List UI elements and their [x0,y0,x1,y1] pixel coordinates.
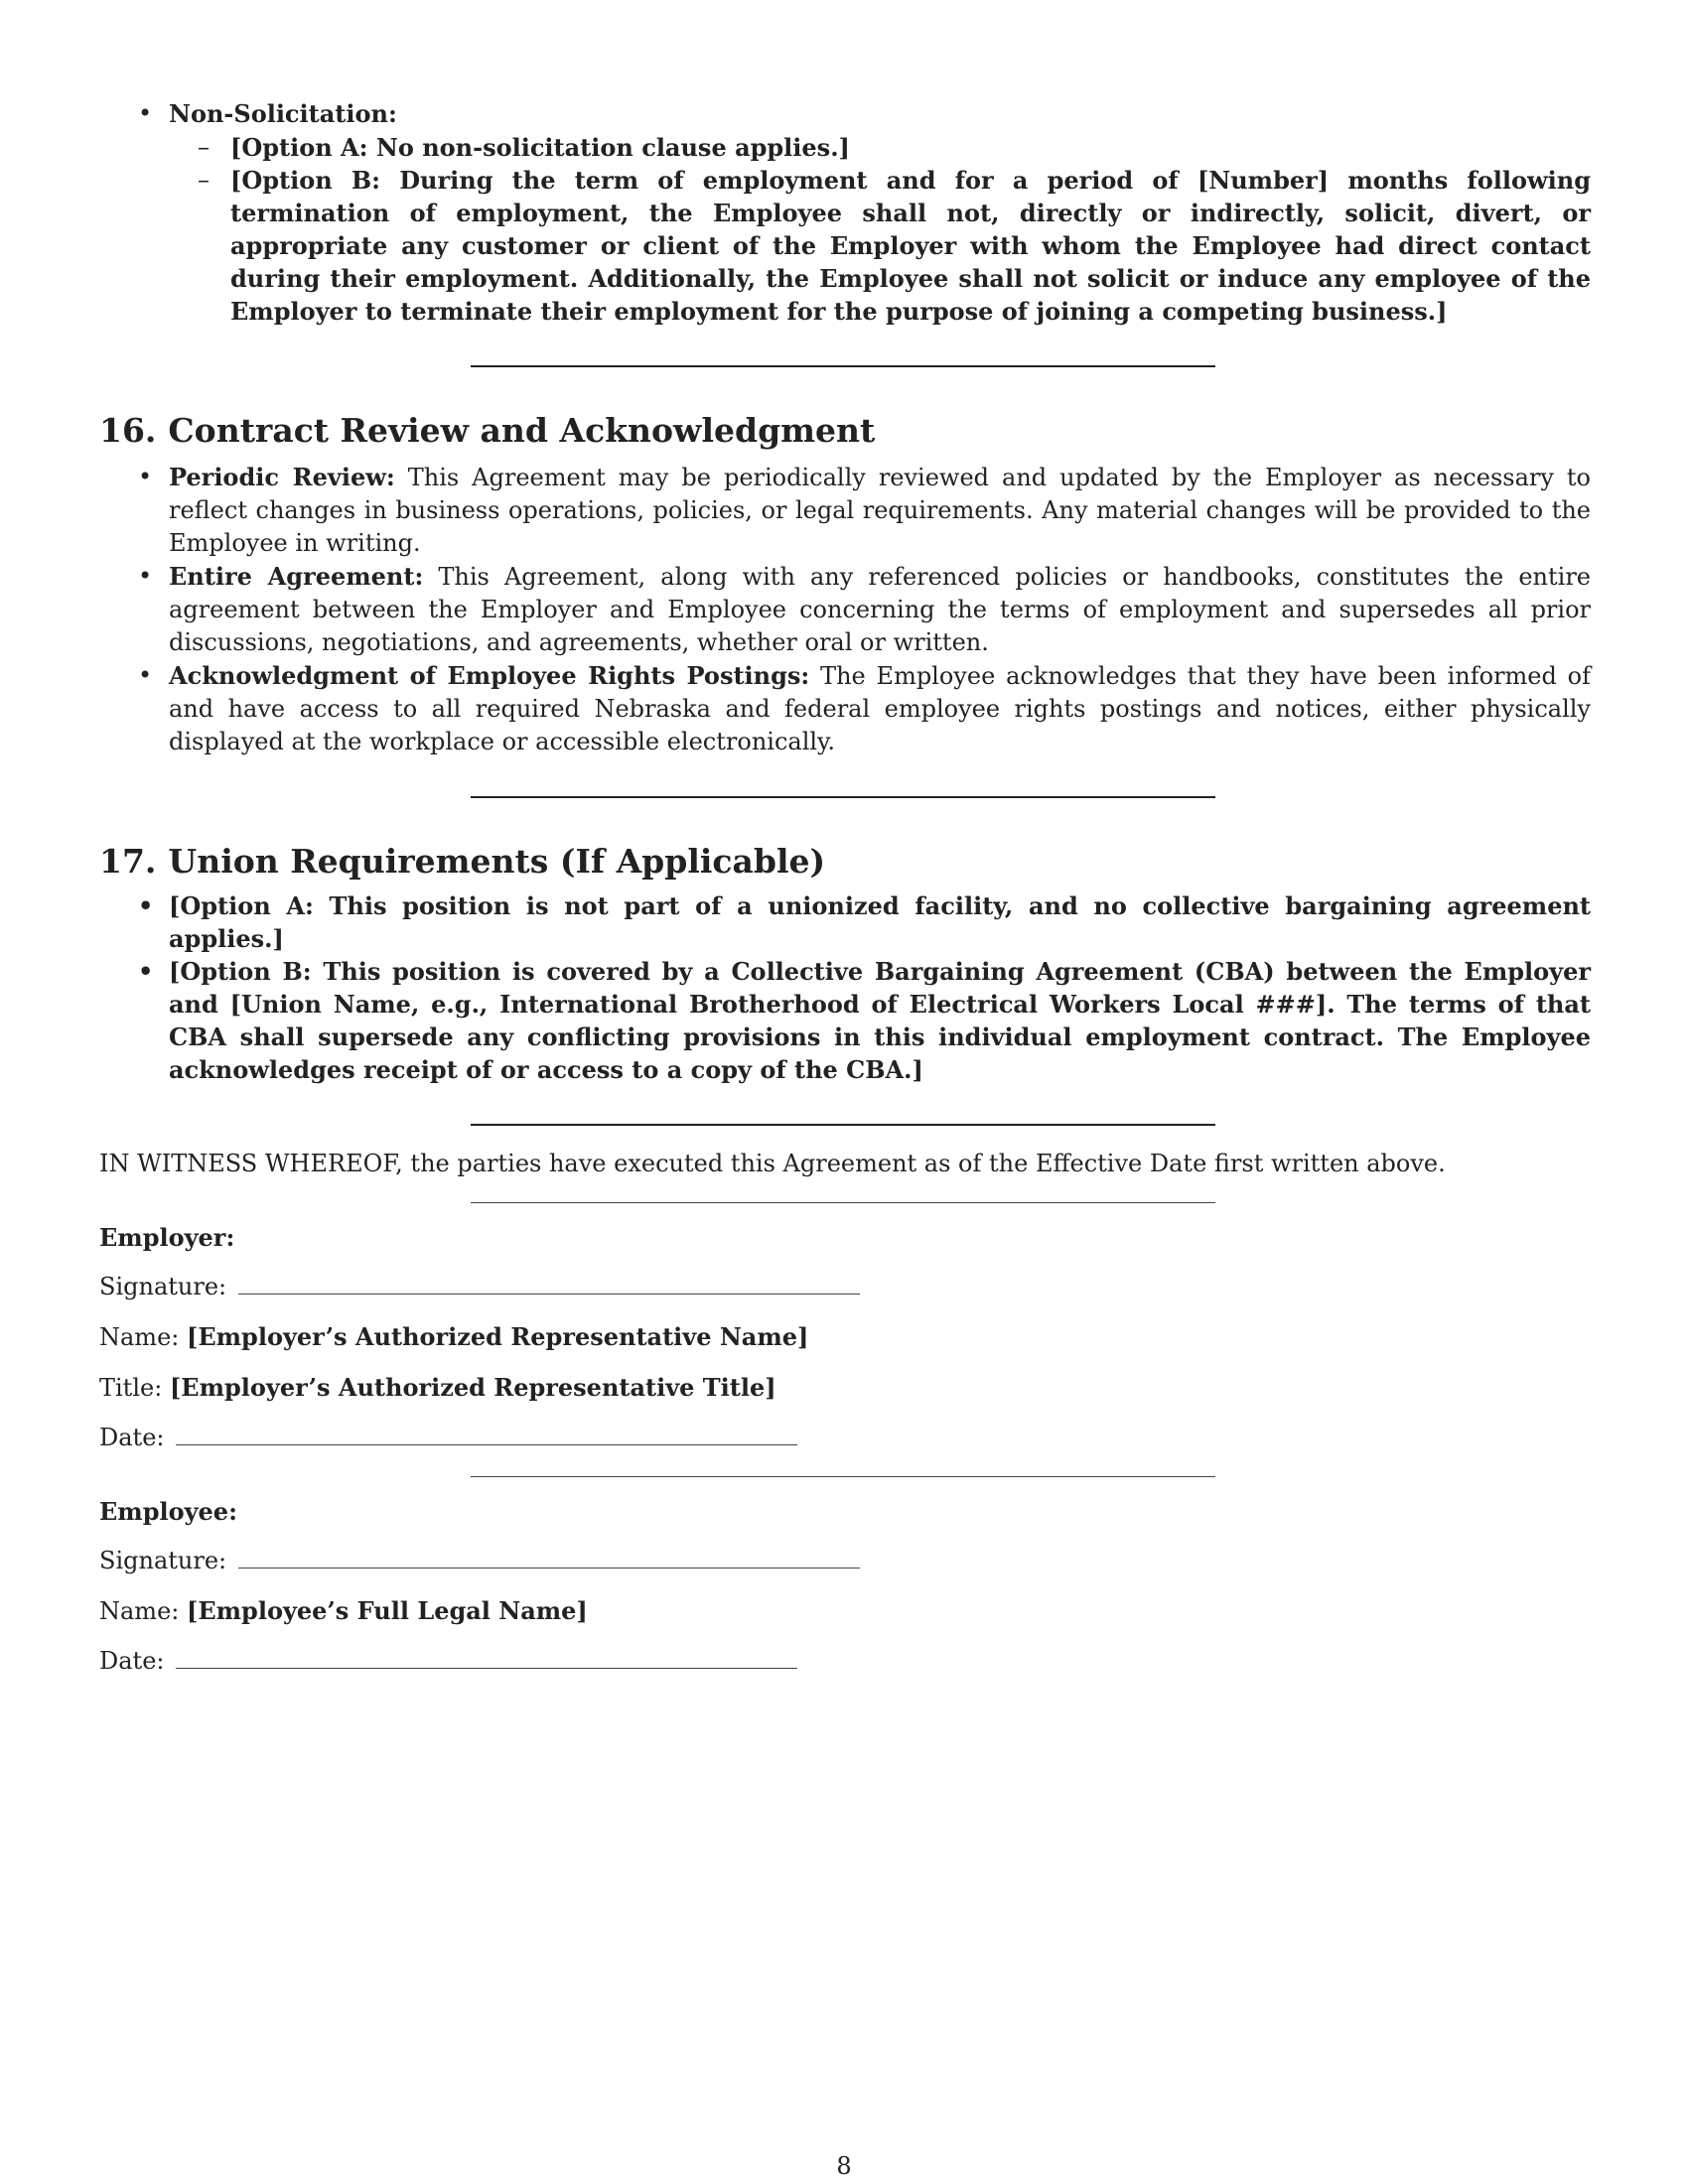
employer-title-row [99,1371,1591,1405]
employee-date-label: Date: [99,1647,165,1675]
non-solicitation-list [99,97,1591,328]
signature-divider [471,1476,1215,1477]
employer-name-row [99,1320,1591,1354]
employer-title-label: Title: [99,1374,163,1402]
section-17-title: Union Requirements (If Applicable) [168,842,826,881]
employer-date-field[interactable] [176,1425,797,1445]
non-solicitation-label: Non-Solicitation: [169,99,397,128]
employee-signature-block [99,1495,1591,1678]
section-divider [471,1124,1215,1126]
employee-name-label: Name: [99,1597,180,1625]
employee-date-field[interactable] [176,1648,797,1669]
employer-signature-block [99,1221,1591,1454]
section-17-number: 17. [99,842,157,881]
employer-heading: Employer: [99,1223,235,1252]
section-divider [471,365,1215,367]
section-17-option-b: • [Option B: This position is covered by a Collective Bargaining Agreement (CBA) between the Employer and [Union Name, e.g., International Brotherhood of Electrical Workers Local ###]. The terms of that CBA shall supersede any conflicting provisions in this individual employment contract. The Employee acknowledges receipt of or access to a copy of the CBA.] [99,955,1591,1086]
page-number: 8 [836,2152,852,2180]
employee-date-row [99,1645,1591,1678]
employee-signature-field[interactable] [238,1548,860,1569]
section-16-heading [99,411,1591,451]
section-17-heading [99,842,1591,882]
section-16-title: Contract Review and Acknowledgment [168,411,876,450]
employer-date-label: Date: [99,1424,165,1451]
witness-statement: IN WITNESS WHEREOF, the parties have executed this Agreement as of the Effective Date first written above. [99,1150,1446,1177]
employee-signature-label: Signature: [99,1547,227,1574]
section-16-item-entire-agreement [99,560,1591,659]
employee-signature-row [99,1545,1591,1577]
employer-signature-row [99,1271,1591,1303]
signature-divider [471,1202,1215,1203]
non-solicitation-options [169,131,1591,328]
employee-name-value: [Employee’s Full Legal Name] [187,1596,588,1625]
section-16-list [99,461,1591,758]
employer-date-row [99,1422,1591,1454]
employer-name-label: Name: [99,1323,180,1351]
item-text: The Employee acknowledges that they have been informed of and have access to all required Nebraska and federal employee rights postings and notices, either physically displayed at the workplace or accessible electronically. [169,662,1592,755]
section-16-number: 16. [99,411,157,450]
non-solicitation-item [99,97,1591,328]
employer-name-value: [Employer’s Authorized Representative Name] [187,1322,809,1351]
section-16-item-rights-postings [99,659,1591,758]
item-text: This Agreement may be periodically reviewed and updated by the Employer as necessary to reflect changes in business operations, policies, or legal requirements. Any material changes will be provided to the Employee in writing. [169,464,1591,557]
employer-title-value: [Employer’s Authorized Representative Title] [169,1373,776,1402]
section-17-option-a: • [Option A: This position is not part of a unionized facility, and no collective bargaining agreement applies.] [99,889,1591,955]
item-label: Periodic Review: [169,463,395,491]
employee-name-row [99,1594,1591,1628]
item-text: This Agreement, along with any referenced policies or handbooks, constitutes the entire agreement between the Employer and Employee concerning the terms of employment and supersedes all prior discussions, negotiations, and agreements, whether oral or written. [169,563,1591,656]
section-divider [471,796,1215,798]
employer-signature-label: Signature: [99,1273,227,1300]
non-solicitation-option-b: – [Option B: During the term of employment and for a period of [Number] months following termination of employment, the Employee shall not, directly or indirectly, solicit, divert, or appropriate any customer or client of the Employer with whom the Employee had direct contact during their employment. Additionally, the Employee shall not solicit or induce any employee of the Employer to terminate their employment for the purpose of joining a competing business.] [169,164,1591,328]
section-17-list [99,889,1591,1086]
section-16-item-periodic-review [99,461,1591,560]
employee-heading: Employee: [99,1497,237,1526]
employer-signature-field[interactable] [238,1274,860,1295]
item-label: Entire Agreement: [169,562,424,591]
item-label: Acknowledgment of Employee Rights Postings: [169,661,810,690]
non-solicitation-option-a: – [Option A: No non-solicitation clause applies.] [169,131,1591,164]
